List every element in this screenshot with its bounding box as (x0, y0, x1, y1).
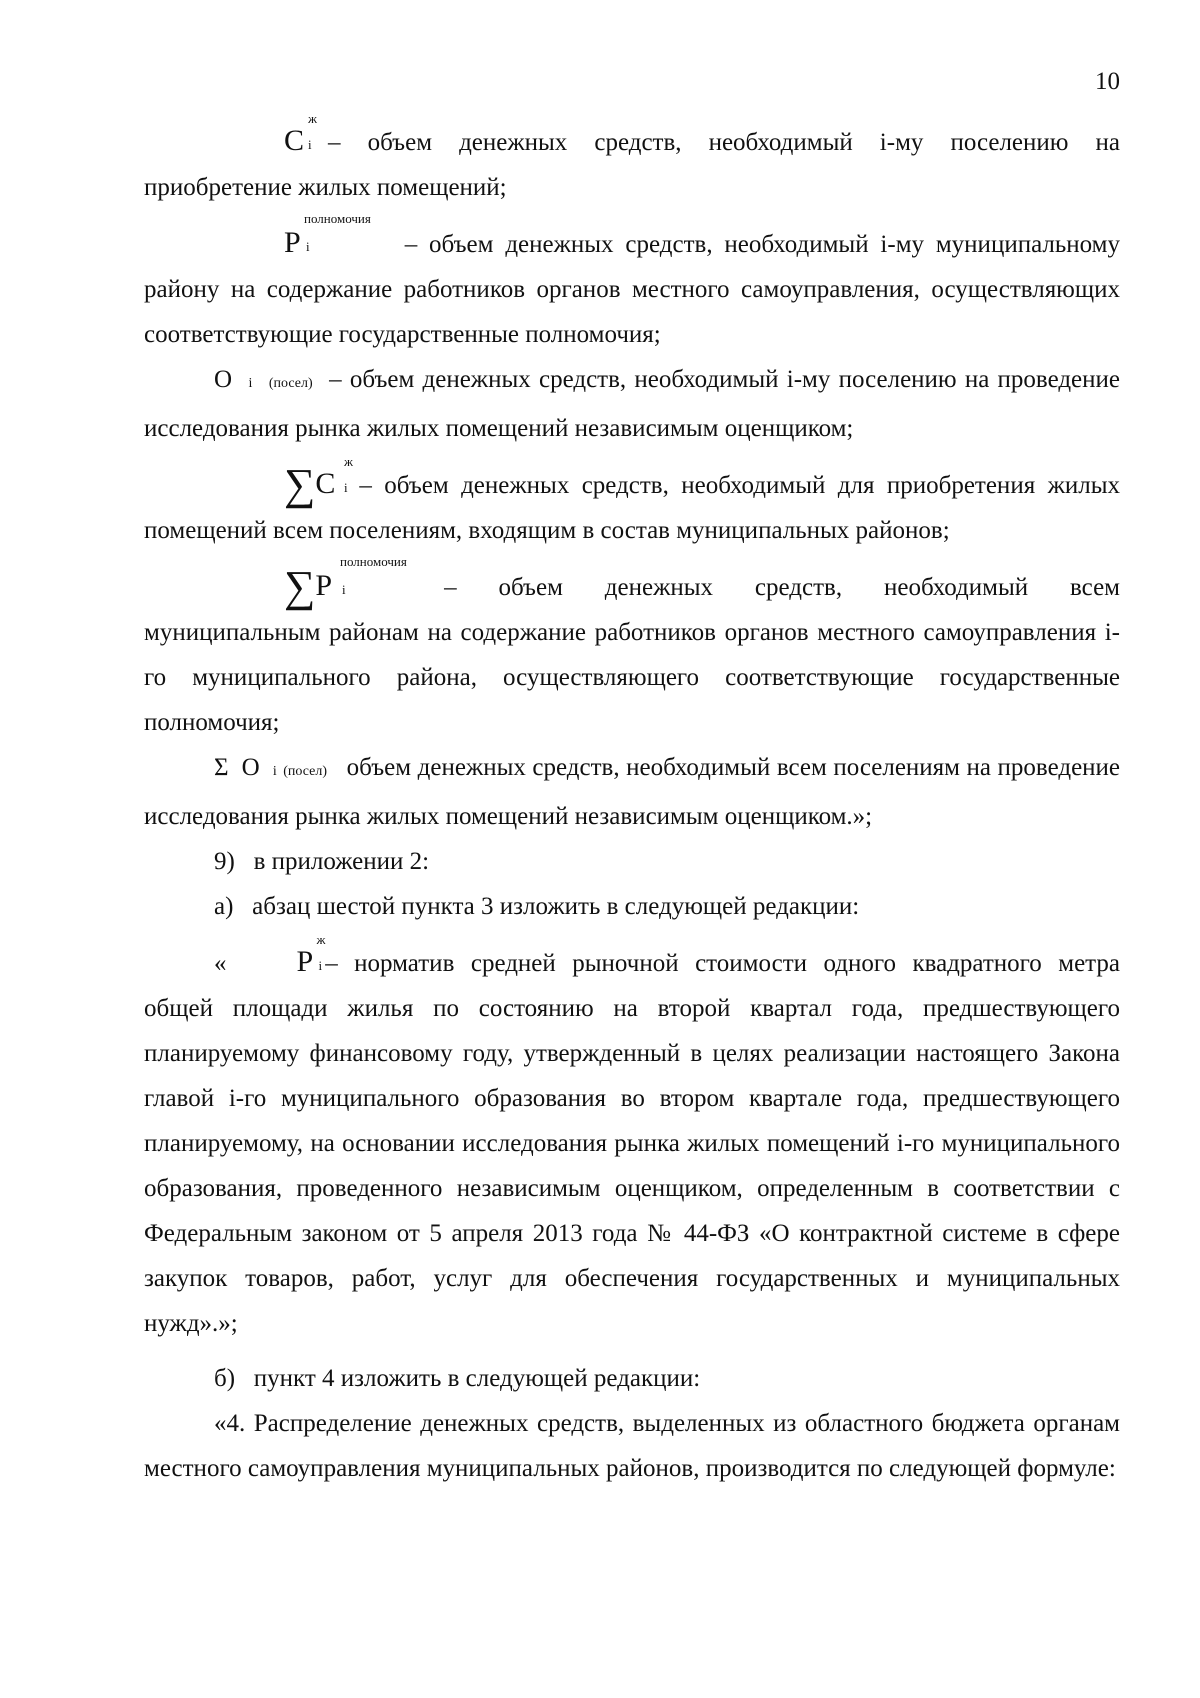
formula-letter: C (315, 467, 336, 500)
document-body (144, 111, 1121, 1491)
paragraph-4: «4. Распределение денежных средств, выделенных из областного бюджета органам местного самоуправления муниципальных районов, производится по следующей формуле: (144, 1410, 1120, 1482)
definition-sum-o (144, 745, 1120, 839)
formula-sub: i (248, 376, 253, 391)
formula-sum-p (214, 554, 407, 611)
sigma-symbol: ∑ (284, 460, 316, 509)
formula-sub: i (306, 239, 310, 254)
definition-text: – объем денежных средств, необходимый i-му поселению на приобретение жилых помещений; (144, 129, 1120, 201)
definition-o-posel (144, 357, 1120, 451)
norm-definition (144, 932, 1120, 1346)
paragraph-a: а) абзац шестой пункта 3 изложить в следующей редакции: (214, 893, 860, 920)
formula-sub: i (342, 582, 346, 597)
definition-text: – объем денежных средств, необходимый всем муниципальным районам на содержание работников органов местного самоуправления i-го муниципального района, осуществляющего соответствующие государственные полномочия; (144, 574, 1120, 736)
open-quote: « (214, 950, 227, 977)
definition-text: – объем денежных средств, необходимый i-му муниципальному району на содержание работников органов местного самоуправления, осуществляющих соответствующие государственные полномочия; (144, 231, 1120, 348)
formula-sup: ж (316, 932, 326, 947)
formula-letter: P (284, 226, 301, 259)
formula-sup: ж (344, 454, 353, 469)
formula-letter: P (296, 945, 314, 978)
definition-cz (144, 111, 1120, 210)
formula-sub: i (344, 480, 348, 495)
definition-text: объем денежных средств, необходимый всем поселениям на проведение исследования рынка жилых помещений независимым оценщиком.»; (144, 754, 1121, 830)
definition-sum-p (144, 554, 1120, 745)
formula-p-polnomochiya (214, 211, 371, 267)
page-number: 10 (1095, 68, 1120, 95)
formula-letter: P (315, 569, 333, 602)
formula-sub: i (272, 764, 277, 779)
sigma-symbol: ∑ (284, 562, 316, 611)
definition-text: – объем денежных средств, необходимый i-му поселению на проведение исследования рынка жилых помещений независимым оценщиком; (144, 366, 1121, 442)
formula-sup: полномочия (340, 554, 407, 569)
formula-sup: полномочия (304, 211, 371, 226)
formula-letter: О (214, 366, 233, 393)
paragraph-b: б) пункт 4 изложить в следующей редакции: (214, 1365, 701, 1392)
definition-sum-cz (144, 454, 1120, 553)
formula-sub2: (посел) (283, 764, 327, 779)
formula-letter: C (284, 124, 305, 157)
formula-sup: ж (308, 111, 317, 126)
formula-letter: О (241, 754, 260, 781)
formula-sub: i (308, 137, 312, 152)
formula-cz (214, 111, 317, 165)
definition-text: – объем денежных средств, необходимый для приобретения жилых помещений всем поселениям, входящим в состав муниципальных районов; (144, 472, 1120, 544)
paragraph-9: 9) в приложении 2: (214, 848, 430, 875)
formula-sum-cz (214, 454, 353, 509)
definition-p-polnomochiya (144, 211, 1120, 357)
norm-text: – норматив средней рыночной стоимости одного квадратного метра общей площади жилья по состоянию на второй квартал года, предшествующего планируемому финансовому году, утвержденный в целях реализации настоящего Закона главой i-го муниципального образования во втором квартале года, предшествующего планируемому, на основании исследования рынка жилых помещений i-го муниципального образования, проведенного независимым оценщиком, определенным в соответствии с Федеральным законом от 5 апреля 2013 года № 44-ФЗ «О контрактной системе в сфере закупок товаров, работ, услуг для обеспечения государственных и муниципальных нужд».»; (144, 950, 1120, 1337)
formula-sub: i (318, 958, 323, 973)
formula-pz (227, 932, 326, 986)
sigma-symbol: Σ (214, 754, 229, 781)
formula-sub2: (посел) (268, 376, 313, 391)
